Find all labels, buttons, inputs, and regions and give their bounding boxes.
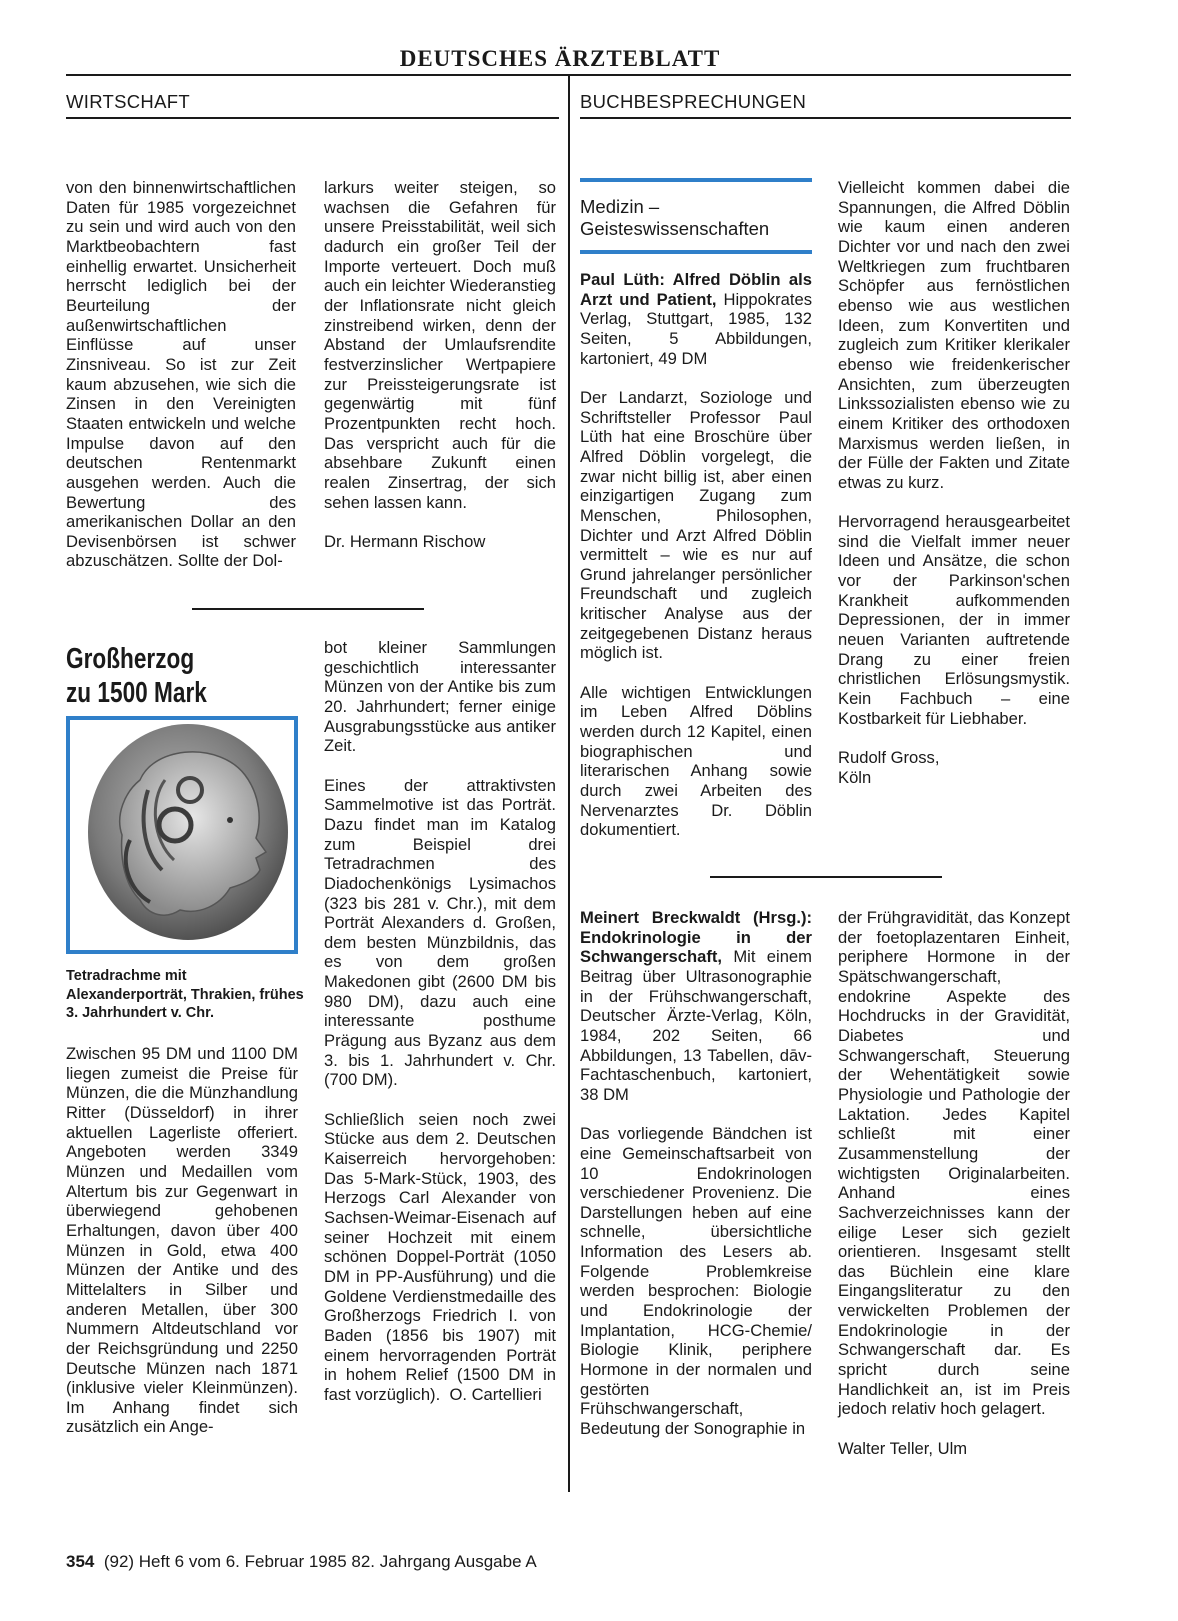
review-separator bbox=[710, 876, 942, 878]
category-bar-bottom bbox=[580, 250, 812, 254]
article-separator bbox=[192, 608, 424, 610]
review2-book-details: Mit einem Beitrag über Ultrasonographie in der Frühschwangerschaft, Deutscher Ärzte-Verlag, Köln, 1984, 202 Seiten, 66 Abbildungen, 13 Tabellen, dāv-Fachtaschenbuch, kartoniert, 38 DM bbox=[580, 947, 812, 1104]
review2-book-citation bbox=[580, 908, 812, 1105]
review1-paragraph-3: Vielleicht kommen dabei die Spannungen, die Alfred Döblin wie kaum einen anderen Dichter vor und nach den zwei Weltkriegen zum fruchtbaren Schöpfer aus fernöstlichen ebenso wie aus westlichen Ideen, zum Konvertiten und zugleich zum Kritiker klerikaler ebenso wie freidenkerischer Ansichten, zum überzeugten Linkssozialisten ebenso wie zu einem Kritiker des orthodoxen Marxismus werden ließen, in der Fülle der Fakten und Zitate etwas zu kurz. bbox=[838, 178, 1070, 492]
page-number: 354 bbox=[66, 1552, 95, 1571]
review1-author-city: Köln bbox=[838, 767, 872, 787]
coin-paragraph-4-text: Schließlich seien noch zwei Stücke aus dem 2. Deutschen Kaiserreich hervorgehoben: Das 5-Mark-Stück, 1903, des Herzogs Carl Alexander von Sachsen-Weimar-Eisenach auf seiner Hochzeit mit einem schönen Doppel-Porträt (1050 DM in PP-Ausführung) und die Goldene Verdienstmedaille des Großherzogs Friedrich I. von Baden (1856 bis 1907) mit einem hervorragenden Porträt in hohem Relief (1500 DM in fast vorzüglich). bbox=[324, 1109, 556, 1404]
section-rule-left bbox=[66, 117, 559, 119]
review1-paragraph-2: Alle wichtigen Entwicklungen im Leben Alfred Döblins werden durch 12 Kapitel, einen biographischen und literarischen Anhang sowie durch zwei Arbeiten des Nervenarztes Dr. Döblin dokumentiert. bbox=[580, 682, 812, 840]
review1-paragraph-4: Hervorragend herausgearbeitet sind die Vielfalt immer neuer Ideen und Ansätze, die schon vor der Parkinson'schen Krankheit aufkommenden Depressionen, der in immer neuen Varianten auftretende Drang zu einer freien christlichen Erlösungsmystik. Kein Fachbuch – eine Kostbarkeit für Liebhaber. bbox=[838, 512, 1070, 728]
section-label-buchbesprechungen: BUCHBESPRECHUNGEN bbox=[580, 91, 807, 112]
coin-photo bbox=[66, 716, 298, 954]
review2-paragraph-1: Das vorliegende Bändchen ist eine Gemeinschaftsarbeit von 10 Endokrinologen verschiedener Provenienz. Die Darstellungen heben auf eine schnelle, übersichtliche Information des Lesers ab. Folgende Problemkreise werden besprochen: Biologie und Endokrinologie der Implantation, HCG-Chemie/ Biologie Klinik, periphere Hormone in der normalen und gestörten Frühschwangerschaft, Bedeutung der Sonographie in bbox=[580, 1124, 812, 1439]
coin-headline-line-1: Großherzog bbox=[66, 643, 195, 675]
coin-paragraph-2: bot kleiner Sammlungen geschichtlich interessanter Münzen von der Antike bis zum 20. Jahrhundert; ferner einige Ausgrabungsstücke aus antiker Zeit. bbox=[324, 638, 556, 756]
center-divider bbox=[568, 76, 570, 1492]
economy-author: Dr. Hermann Rischow bbox=[324, 531, 486, 551]
coin-paragraph-3: Eines der attraktivsten Sammelmotive ist das Porträt. Dazu findet man im Katalog zum Beispiel drei Tetradrachmen des Diadochenkönigs Lysimachos (323 bis 281 v. Chr.), mit dem Porträt Alexanders d. Großen, dem besten Münzbildnis, das es von dem großen Makedonen gibt (2600 DM bis 980 DM), dazu auch eine interessante posthume Prägung aus Byzanz aus dem 3. bis 1. Jahrhundert v. Chr. (700 DM). bbox=[324, 775, 556, 1090]
masthead: DEUTSCHES ÄRZTEBLATT bbox=[399, 46, 721, 71]
coin-portrait-image bbox=[70, 720, 294, 950]
coin-paragraph-4 bbox=[324, 1110, 556, 1405]
review1-book-title: Paul Lüth: Alfred Döblin als Arzt und Patient, bbox=[580, 270, 812, 309]
review1-author-name: Rudolf Gross, bbox=[838, 748, 940, 767]
coin-headline bbox=[66, 642, 207, 710]
coin-column-1 bbox=[66, 1044, 298, 1437]
economy-paragraph-1: von den binnenwirtschaftlichen Daten für 1985 vorgezeichnet zu sein und wird auch von den Marktbeobachtern fast einhellig erwartet. Unsicherheit herrscht lediglich bei der Beurteilung der außenwirtschaftlichen Einflüsse auf unser Zinsniveau. So ist zur Zeit kaum abzusehen, wie sich die Zinsen in den Vereinigten Staaten entwickeln und welche Impulse davon auf den deutschen Rentenmarkt ausgehen werden. Auch die Bewertung des amerikanischen Dollar an den Devisenbörsen ist schwer abzuschätzen. Sollte der Dol- bbox=[66, 178, 296, 571]
review1-column-2 bbox=[838, 178, 1070, 787]
review2-paragraph-2: der Frühgravidität, das Konzept der foetoplazentaren Einheit, periphere Hormone in der Spätschwangerschaft, endokrine Aspekte des Hochdrucks in der Gravidität, Diabetes und Schwangerschaft, Steuerung der Wehentätigkeit sowie Physiologie und Pathologie der Laktation. Jedes Kapitel schließt mit einer Zusammenstellung der wichtigsten Originalarbeiten. Anhand eines Sachverzeichnisses kann der eilige Leser sich gezielt orientieren. Insgesamt stellt das Büchlein eine klare Eingangsliteratur zu den verwickelten Problemen der Endokrinologie in der Schwangerschaft dar. Es spricht durch seine Handlichkeit an, ist im Preis jedoch relativ hoch gelagert. bbox=[838, 908, 1070, 1419]
category-line-2: Geisteswissenschaften bbox=[580, 218, 770, 239]
section-label-wirtschaft: WIRTSCHAFT bbox=[66, 91, 190, 112]
review1-paragraph-1: Der Landarzt, Soziologe und Schriftsteller Professor Paul Lüth hat eine Broschüre über Alfred Döblin vorgelegt, die zwar nicht billig ist, aber einen einzigartigen Zugang zum Menschen, Philosophen, Dichter und Arzt Alfred Döblin vermittelt – wie es nur auf Grund jahrelanger persönlicher Freundschaft und zugleich kritischer Analyse aus der zeitgegebenen Distanz heraus möglich ist. bbox=[580, 387, 812, 663]
section-rule-right bbox=[580, 117, 1071, 119]
coin-paragraph-1: Zwischen 95 DM und 1100 DM liegen zumeist die Preise für Münzen, die die Münzhandlung Ritter (Düsseldorf) in ihrer aktuellen Lagerliste offeriert. Angeboten werden 3349 Münzen und Medaillen vom Altertum bis zur Gegenwart in überwiegend gehobenen Erhaltungen, davon über 400 Münzen in Gold, etwa 400 Münzen der Antike und des Mittelalters in Silber und anderen Metallen, über 300 Nummern Altdeutschland vor der Reichsgründung und 2250 Deutsche Münzen nach 1871 (inklusive vieler Kleinmünzen). Im Anhang findet sich zusätzlich ein Ange- bbox=[66, 1044, 298, 1437]
review1-book-details: Hippokrates Verlag, Stuttgart, 1985, 132 Seiten, 5 Abbildungen, kartoniert, 49 DM bbox=[580, 289, 813, 368]
coin-photo-caption: Tetradrachme mit Alexanderporträt, Thrakien, frühes 3. Jahrhundert v. Chr. bbox=[66, 968, 304, 1021]
category-label bbox=[580, 196, 769, 240]
economy-column-2 bbox=[324, 178, 556, 551]
page-footer bbox=[66, 1552, 537, 1572]
review2-column-2 bbox=[838, 908, 1070, 1458]
review1-book-citation bbox=[580, 270, 812, 368]
coin-author: O. Cartellieri bbox=[449, 1384, 542, 1404]
coin-column-2 bbox=[324, 638, 556, 1405]
review2-book-title: Meinert Breckwaldt (Hrsg.): Endokrinologie in der Schwangerschaft, bbox=[580, 908, 812, 967]
category-bar-top bbox=[580, 178, 812, 182]
economy-paragraph-2: larkurs weiter steigen, so wachsen die Gefahren für unsere Preisstabilität, weil sich dadurch ein großer Teil der Importe verteuert. Doch muß auch ein leichter Wiederanstieg der Inflationsrate nicht gleich zinstreibend wirken, denn der Abstand der Umlaufsrendite festverzinslicher Wertpapiere zur Preissteigerungsrate ist gegenwärtig mit fünf Prozentpunkten recht hoch. Das verspricht auch für die absehbare Zukunft einen realen Zinsertrag, der sich sehen lassen kann. bbox=[324, 178, 556, 512]
economy-column-1 bbox=[66, 178, 296, 571]
coin-headline-line-2: zu 1500 Mark bbox=[66, 677, 207, 709]
review1-column-1 bbox=[580, 270, 812, 840]
review2-author: Walter Teller, Ulm bbox=[838, 1438, 968, 1458]
issue-info: (92) Heft 6 vom 6. Februar 1985 82. Jahrgang Ausgabe A bbox=[103, 1552, 537, 1571]
category-line-1: Medizin – bbox=[580, 196, 660, 217]
review2-column-1 bbox=[580, 908, 812, 1439]
